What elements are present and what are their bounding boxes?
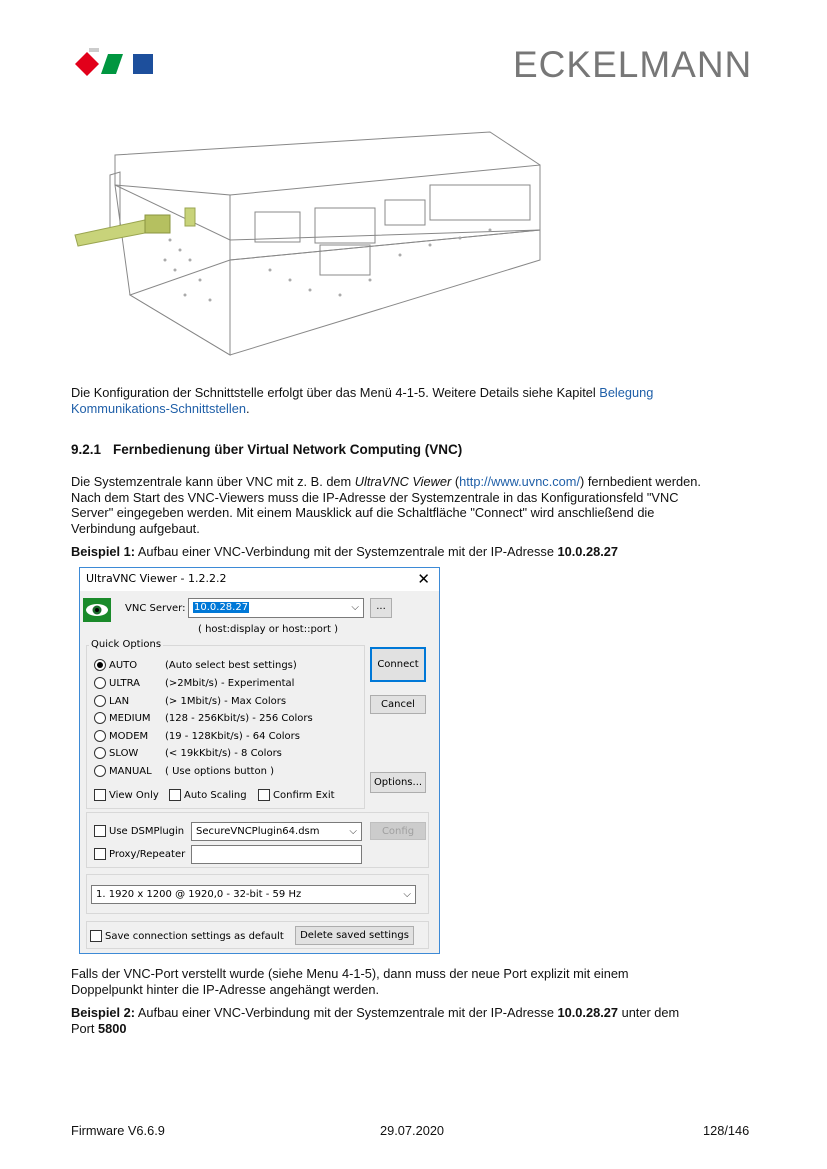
radio-manual[interactable] — [94, 764, 274, 778]
example1-label: Beispiel 1: — [71, 544, 136, 559]
vnc-server-label: VNC Server: — [125, 603, 186, 614]
device-illustration — [70, 120, 550, 370]
p1-line3: Server" eingegeben werden. Mit einem Mausklick auf die Schaltfläche "Connect" wird anschließend die — [71, 505, 655, 520]
confirm-exit-checkbox[interactable] — [258, 788, 335, 802]
p1-italic: UltraVNC Viewer — [354, 474, 452, 489]
connect-button[interactable]: Connect — [370, 647, 426, 682]
vnc-server-value: 10.0.28.27 — [194, 602, 249, 613]
checkbox-icon — [94, 789, 106, 801]
p2-line1: Falls der VNC-Port verstellt wurde (siehe Menu 4-1-5), dann muss der neue Port explizit mit einem — [71, 966, 629, 981]
example2-port: 5800 — [98, 1020, 127, 1036]
checkbox-icon — [169, 789, 181, 801]
radio-desc: (Auto select best settings) — [165, 659, 297, 671]
brand-name: ECKELMANN — [513, 44, 753, 85]
checkbox-icon — [258, 789, 270, 801]
dsm-plugin-value: SecureVNCPlugin64.dsm — [196, 826, 320, 837]
vnc-server-hint: ( host:display or host::port ) — [198, 624, 339, 635]
example2-ip: 10.0.28.27 — [557, 1005, 619, 1020]
example2 — [71, 1005, 761, 1036]
radio-slow[interactable] — [94, 746, 282, 760]
checkbox-icon — [90, 930, 102, 942]
radio-desc: (19 - 128Kbit/s) - 64 Colors — [165, 730, 300, 742]
example2-port-label: Port — [71, 1020, 99, 1036]
p1-after: ) fernbedient werden. — [580, 474, 701, 489]
radio-desc: (< 19kKbit/s) - 8 Colors — [165, 747, 282, 759]
display-value: 1. 1920 x 1200 @ 1920,0 - 32-bit - 59 Hz — [96, 889, 302, 900]
uvnc-link[interactable]: http://www.uvnc.com/ — [459, 474, 580, 489]
browse-button[interactable]: ... — [370, 598, 392, 618]
radio-name: AUTO — [109, 659, 138, 671]
checkbox-icon — [94, 825, 106, 837]
checkbox-icon — [94, 848, 106, 860]
display-select[interactable] — [91, 885, 416, 904]
p1-before: Die Systemzentrale kann über VNC mit z. B. dem — [71, 474, 355, 489]
use-dsm-label: Use DSMPlugin — [109, 825, 185, 837]
auto-scaling-checkbox[interactable] — [169, 788, 247, 802]
confirm-exit-label: Confirm Exit — [273, 789, 335, 801]
radio-icon — [94, 695, 106, 707]
section-number: 9.2.1 — [71, 442, 102, 457]
close-icon[interactable]: ✕ — [417, 570, 430, 588]
use-dsm-checkbox[interactable] — [94, 824, 184, 838]
quick-options-label: Quick Options — [91, 639, 162, 650]
section-title: Fernbedienung über Virtual Network Computing (VNC) — [113, 442, 463, 457]
vnc-description — [71, 474, 761, 536]
radio-medium[interactable] — [94, 711, 313, 725]
footer-firmware: Firmware V6.6.9 — [71, 1123, 165, 1138]
eye-icon — [83, 598, 111, 622]
radio-icon — [94, 730, 106, 742]
intro-text: Die Konfiguration der Schnittstelle erfolgt über das Menü 4-1-5. Weitere Details siehe Kapitel — [71, 385, 600, 400]
chevron-down-icon[interactable]: ⌵ — [403, 889, 411, 900]
vnc-server-input[interactable] — [188, 598, 364, 618]
radio-icon — [94, 712, 106, 724]
radio-icon — [94, 747, 106, 759]
cancel-button[interactable]: Cancel — [370, 695, 426, 714]
p1-mid: ( — [451, 474, 460, 489]
chapter-link-belegung[interactable]: Belegung — [599, 385, 654, 400]
auto-scaling-label: Auto Scaling — [184, 789, 247, 801]
options-button[interactable]: Options... — [370, 772, 426, 793]
example2-text: Aufbau einer VNC-Verbindung mit der Systemzentrale mit der IP-Adresse — [135, 1005, 558, 1020]
radio-name: MODEM — [109, 730, 149, 742]
proxy-checkbox[interactable] — [94, 847, 185, 861]
proxy-input[interactable] — [191, 845, 362, 864]
dialog-titlebar — [80, 568, 439, 591]
footer-page: 128/146 — [703, 1123, 750, 1138]
save-settings-label: Save connection settings as default — [105, 930, 284, 942]
radio-lan[interactable] — [94, 694, 286, 708]
radio-desc: ( Use options button ) — [165, 765, 275, 777]
radio-name: ULTRA — [109, 677, 141, 689]
radio-desc: (> 1Mbit/s) - Max Colors — [165, 695, 287, 707]
radio-name: MANUAL — [109, 765, 152, 777]
p2-line2: Doppelpunkt hinter die IP-Adresse angehängt werden. — [71, 981, 380, 997]
save-settings-checkbox[interactable] — [90, 929, 284, 943]
radio-name: MEDIUM — [109, 712, 151, 724]
intro-paragraph — [71, 385, 761, 416]
eckelmann-logo — [75, 48, 170, 80]
dsm-plugin-select[interactable] — [191, 822, 362, 841]
chevron-down-icon[interactable]: ⌵ — [351, 602, 359, 613]
radio-ultra[interactable] — [94, 676, 294, 690]
dialog-title: UltraVNC Viewer - 1.2.2.2 — [86, 572, 227, 585]
delete-settings-button[interactable]: Delete saved settings — [295, 926, 414, 945]
view-only-label: View Only — [109, 789, 159, 801]
config-button[interactable]: Config — [370, 822, 426, 840]
radio-name: LAN — [109, 695, 130, 707]
radio-icon — [94, 659, 106, 671]
p1-line2: Nach dem Start des VNC-Viewers muss die IP-Adresse der Systemzentrale in das Konfigurationsfeld "VNC — [71, 489, 679, 505]
example1 — [71, 544, 761, 560]
chevron-down-icon[interactable]: ⌵ — [349, 826, 357, 837]
intro-end: . — [245, 400, 250, 416]
view-only-checkbox[interactable] — [94, 788, 159, 802]
radio-desc: (>2Mbit/s) - Experimental — [165, 677, 295, 689]
section-heading — [71, 442, 462, 457]
proxy-label: Proxy/Repeater — [109, 848, 186, 860]
example1-text: Aufbau einer VNC-Verbindung mit der Systemzentrale mit der IP-Adresse — [135, 544, 558, 559]
ultravnc-dialog — [79, 567, 440, 954]
chapter-link-kommunikation[interactable]: Kommunikations-Schnittstellen — [71, 400, 246, 416]
example2-mid: unter dem — [618, 1005, 680, 1020]
radio-modem[interactable] — [94, 729, 300, 743]
dialog-body — [80, 591, 439, 953]
radio-name: SLOW — [109, 747, 139, 759]
radio-auto[interactable] — [94, 658, 297, 672]
example2-label: Beispiel 2: — [71, 1005, 136, 1020]
footer-date: 29.07.2020 — [380, 1123, 445, 1138]
p1-line4: Verbindung aufgebaut. — [71, 520, 200, 536]
radio-icon — [94, 765, 106, 777]
radio-desc: (128 - 256Kbit/s) - 256 Colors — [165, 712, 313, 724]
example1-ip: 10.0.28.27 — [557, 544, 619, 559]
port-paragraph — [71, 966, 761, 997]
radio-icon — [94, 677, 106, 689]
